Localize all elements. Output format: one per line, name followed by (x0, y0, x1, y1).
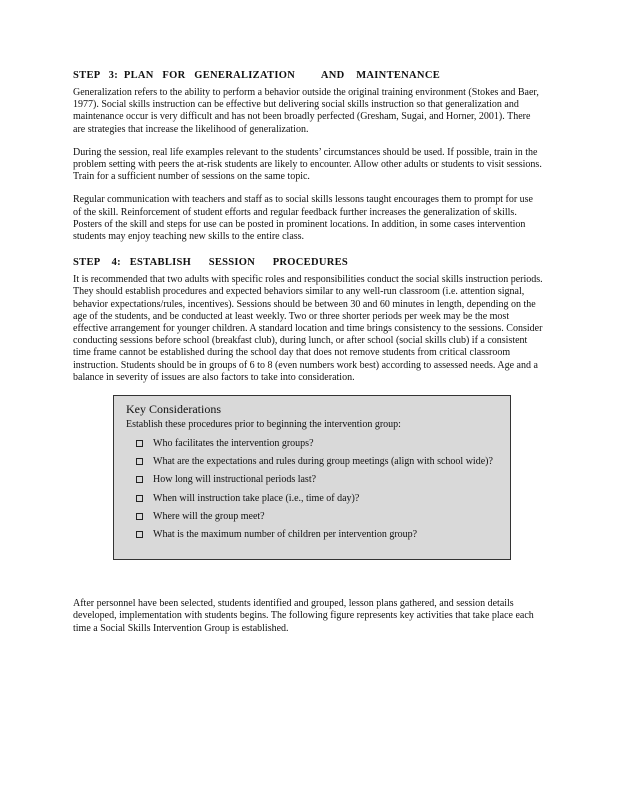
document-page (73, 70, 543, 646)
checkbox-square-icon (136, 495, 143, 502)
list-item-text: Where will the group meet? (153, 510, 265, 522)
step3-paragraph-1: Generalization refers to the ability to perform a behavior outside the original training environment (Stokes and Baer, 1977). Social skills instruction can be effective but delivering social skills instruction so that generalization and maintenance occur is very difficult and has not been broadly perfected (Gresham, Sugai, and Horner, 2001). There are strategies that increase the likelihood of generalization. (73, 87, 539, 135)
checkbox-square-icon (136, 531, 143, 538)
key-considerations-subtitle: Establish these procedures prior to beginning the intervention group: (126, 419, 401, 431)
step3-heading: STEP 3: PLAN FOR GENERALIZATION AND MAINTENANCE (73, 70, 441, 81)
step4-heading: STEP 4: ESTABLISH SESSION PROCEDURES (73, 257, 349, 269)
closing-paragraph: After personnel have been selected, students identified and grouped, lesson plans gathered, and session details developed, implementation with students begins. The following figure represents key activities that take place each time a Social Skills Intervention Group is established. (73, 598, 534, 634)
list-item-text: How long will instructional periods last? (153, 474, 317, 486)
list-item-text: What is the maximum number of children per intervention group? (153, 529, 418, 541)
list-item (136, 529, 500, 541)
list-item-text: Who facilitates the intervention groups? (153, 438, 314, 450)
key-considerations-title: Key Considerations (126, 402, 221, 417)
checkbox-square-icon (136, 476, 143, 483)
step4-paragraph: It is recommended that two adults with specific roles and responsibilities conduct the social skills instruction periods. They should establish procedures and expected behaviors similar to any well-run classroom (i.e. attention signal, behavior expectations/rules, incentives). Sessions should be between 30 and 60 minutes in length, depending on the age of the students, and be conducted at least weekly. Two or three shorter periods per week may be the most effective arrangement for younger children. A standard location and time brings consistency to the sessions. Consider conducting sessions before school (breakfast club), during lunch, or after school (social skills club) if a consistent time frame cannot be established during the school day that does not remove students from critical classroom instruction. Students should be in groups of 6 to 8 (even numbers work best) according to assessed needs. Age and a balance in severity of issues are also factors to take into consideration. (73, 274, 543, 383)
checkbox-square-icon (136, 458, 143, 465)
key-considerations-box (113, 395, 511, 560)
list-item (136, 438, 500, 450)
list-item (136, 474, 500, 486)
list-item-text: When will instruction take place (i.e., time of day)? (153, 492, 360, 504)
key-considerations-list (126, 438, 500, 541)
step3-paragraph-3: Regular communication with teachers and staff as to social skills lessons taught encourages them to prompt for use of the skill. Reinforcement of student efforts and regular feedback further increases the generalization of skills. Posters of the skill and steps for use can be posted in prominent locations. In addition, in some cases intervention students may enjoy teaching new skills to the entire class. (73, 194, 533, 243)
list-item (136, 493, 500, 505)
checkbox-square-icon (136, 440, 143, 447)
list-item (136, 511, 500, 523)
step3-paragraph-2: During the session, real life examples relevant to the students’ circumstances should be used. If possible, train in the problem setting with peers the at-risk students are likely to encounter. Allow other adults or students to visit sessions. Train for a sufficient number of sessions on the same topic. (73, 146, 542, 183)
checkbox-square-icon (136, 513, 143, 520)
list-item-text: What are the expectations and rules during group meetings (align with school wide)? (153, 456, 493, 468)
list-item (136, 456, 500, 468)
